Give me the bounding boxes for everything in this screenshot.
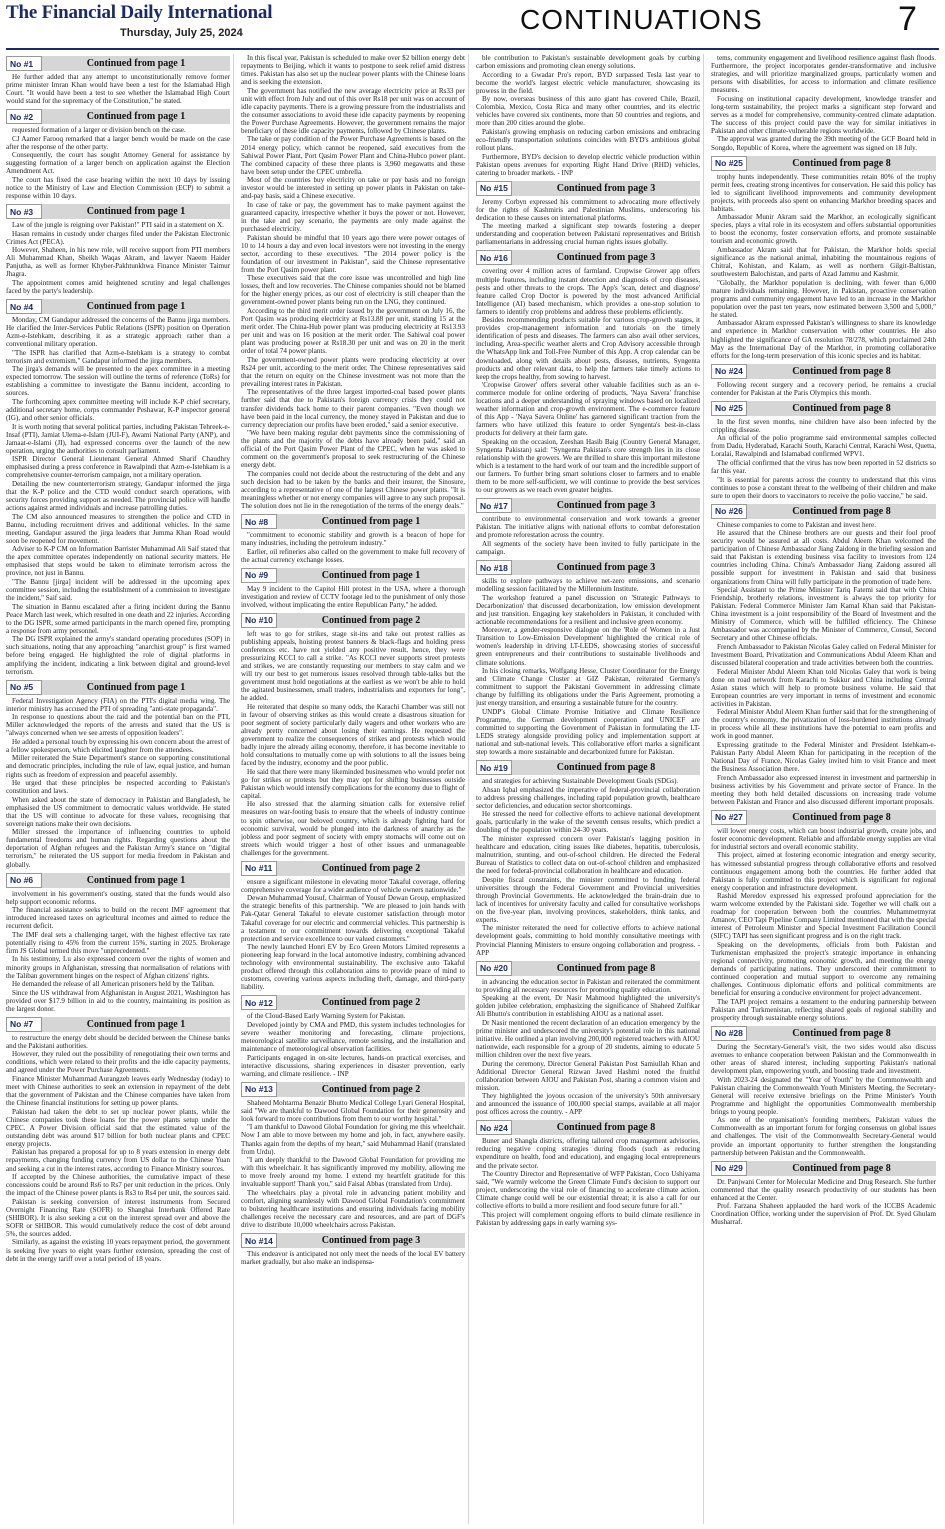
continued-from-label: Continued from page 8 <box>747 810 936 825</box>
paragraph: Special Assistant to the Prime Minister Tariq Fatemi said that with China Friendship, brotherly relations, investment is always the top priority for Pakistan. Federal Commerce Minister Jam Kamal Khan said that Pakistan-China investment is a joint responsibility of the Board of Investment and the Ministry of Commerce, which will be fulfilled efficiency. The Chinese Ambassador was accompanied by the Minister of Commerce, Consul, Second Secretary and other Chinese officials. <box>711 586 936 643</box>
continued-from-label: Continued from page 8 <box>747 156 936 171</box>
paragraph: This project will complement ongoing efforts to build climate resilience in Pakistan by addressing gaps in early warning sys- <box>476 1210 700 1227</box>
paragraph: Jeremy Corbyn expressed his commitment to advocating more effectively for the rights of Kashmiris and Palestinian Muslims, underscoring his dedication to these causes on international platforms. <box>476 197 700 222</box>
paragraph: Monday, CM Gandapur addressed the concerns of the Bannu jirga members. He clarified the Inter-Services Public Relations (ISPR) position on Operation Azm-e-Istehkam, describing it as a strategic approach rather than a conventional military operation. <box>6 316 230 349</box>
story <box>711 401 936 500</box>
paragraph: This endeavor is anticipated not only meet the needs of the local EV battery market gradually, but also make an indispensa- <box>241 1250 465 1267</box>
paragraph: Law of the jungle is reigning over Pakistan!" PTI said in a statement on X. <box>12 221 224 230</box>
story <box>6 299 230 676</box>
paragraph: The approval was granted during the 39th meeting of the GCF Board held in Songdo, Republic of Korea, where the agreement was signed on 18 July. <box>711 135 936 152</box>
paragraph: in advancing the education sector in Pakistan and reiterated the commitment to providing all necessary resources for promoting quality education. <box>476 977 700 994</box>
paragraph: The companies could not decide about the restructuring of the debt and any such decision had to be taken by the banks and their insurer, the Sinosure, according to a representative of one of the largest Chinese power plants. "It is meaningless whether or not energy companies will agree to any such proposal. The solution does not lie in the renegotiation of the terms of the energy deals." <box>241 469 465 511</box>
story <box>6 873 230 1013</box>
story-number: No #28 <box>711 1026 747 1041</box>
paragraph: Moreover, a gender-responsive dialogue on the 'Role of Women in a Just Transition to Low-Emission Development' highlighted the critical role of women's leadership in driving LT-LEDS, showcasing stories of successful green entrepreneurs and their contributions to sustainable livelihoods and climate solutions. <box>476 626 700 667</box>
story-body <box>711 521 936 806</box>
paragraph: The wheelchairs play a pivotal role in advancing patient mobility and comfort, aligning seamlessly with Dawood Global Foundation's commitment to bolstering healthcare institutions and ensuring individuals facing mobility challenges receive the necessary care and resources, and are part of DGF's drive to distribute 10,000 wheelchairs across Pakistan. <box>241 1188 465 1229</box>
story-number: No #10 <box>241 613 277 628</box>
paragraph: By now, overseas business of this auto giant has covered Chile, Brazil, Colombia, Mexico, Costa Rica and many other countries, and its electric vehicles have covered six continents, more than 50 countries and regions, and more than 200 cities around the globe. <box>476 95 700 128</box>
story-header <box>241 568 465 583</box>
paragraph: The government has notified the new average electricity price at Rs33 per unit with effect from July and out of this over Rs18 per unit was on account of idle capacity payments. There is a growing pressure from the industrialists and the consumer associations to avoid these idle capacity payments by reopening the Power Purchase Agreements. However, the government remains the major beneficiary of these idle capacity payments, followed by Chinese plants. <box>241 86 465 135</box>
paragraph: Since the US withdrawal from Afghanistan in August 2021, Washington has provided over $17.9 billion in aid to the country, maintaining its position as the largest donor. <box>6 988 230 1013</box>
story <box>476 181 700 247</box>
paragraph: The minister reiterated the need for collective efforts to achieve national development goals, committing to hold monthly consultative meetings with Provincial Planning Ministers to ensure ongoing collaboration and progress. - APP <box>476 924 700 957</box>
paragraph: The DG ISPR explained the army's standard operating procedures (SOP) in such situations, noting that any approaching "anarchist group" is first warned before being engaged. He highlighted the role of digital platforms in amplifying the incident, indicating a link between digital and ground-level terrorism. <box>6 635 230 676</box>
paragraph: Expressing gratitude to the Federal Minister and President Istehkam-e-Pakistan Party Abdul Aleem Khan for participating in the reception of the National Day of France, Nicolas Galey invited him to visit France and meet the Business Association there. <box>711 740 936 774</box>
continued-from-label: Continued from page 8 <box>512 760 700 775</box>
story-header <box>6 204 230 219</box>
paragraph: UNDP's Global Climate Promise Initiative and Climate Resilience Programme, the German development cooperation and UNICEF are committed to supporting the Government of Pakistan in formulating the LT-LEDS strategy alongside providing policy and implementation support at national and sub-national levels. This collaborative effort marks a significant step towards a more sustainable and decarbonized future for Pakistan. <box>476 707 700 757</box>
paragraph: requested formation of a larger or division bench on the case. <box>12 126 186 135</box>
story <box>6 56 230 105</box>
paragraph: trophy hunts independently. These communities retain 80% of the trophy permit fees, creating strong incentives for conservation. He said this policy has led to significant livelihood improvements and community development projects, with proceeds also spent on enhancing Markhor breeding spaces and habitats. <box>711 172 936 213</box>
story <box>6 109 230 200</box>
paragraph: CJ Aamer Farooq remarked that a larger bench would be made on the case after the response of the other party. <box>6 134 230 151</box>
continued-from-label: Continued from page 1 <box>277 514 465 529</box>
continued-from-label: Continued from page 8 <box>512 961 700 976</box>
story-body <box>711 381 936 397</box>
story-header <box>476 250 700 265</box>
story <box>241 995 465 1077</box>
continued-from-label: Continued from page 8 <box>747 1026 936 1041</box>
story-header <box>711 1026 936 1041</box>
page-number: 7 <box>898 0 917 38</box>
section-title: CONTINUATIONS <box>520 4 763 35</box>
column-1 <box>6 54 234 1524</box>
story <box>476 1120 700 1227</box>
paragraph: Pakistan had taken the debt to set up nuclear power plants, while the Chinese companies took these loans for the power plants setup under the CPEC. A Power Division official said that the estimated value of the outstanding debt was around $17 billion for both nuclear plants and CPEC energy projects. <box>6 1107 230 1148</box>
story-body <box>6 697 230 869</box>
continued-from-label: Continued from page 2 <box>277 995 465 1010</box>
story-number: No #3 <box>6 204 42 219</box>
paragraph: Adviser to K-P CM on Information Barrister Muhammad Ali Saif stated that the apex committee operates independently on national security matters. He emphasised that steps would be taken to eliminate terrorism across the province, not just in Bannu. <box>6 545 230 578</box>
paragraph: Miller stressed the importance of influencing countries to uphold fundamental freedoms and human rights. Regarding questions about the deportation of Afghan refugees and the Pakistan Army's stance on "digital terrorism," he reiterated the US support for media freedom in Pakistan and globally. <box>6 828 230 869</box>
story-number: No #2 <box>6 109 42 124</box>
story-body <box>6 1034 230 1263</box>
story-header <box>476 961 700 976</box>
paragraph: "I am thankful to Dawood Global Foundation for giving me this wheelchair. Now I am able to move between my home and job, in fact, anywhere easily. Thanks again from the depths of my heart," said Muhammad Hanif (translated from Urdu). <box>241 1123 465 1156</box>
story-body <box>711 54 936 152</box>
story <box>711 156 936 360</box>
story <box>476 560 700 756</box>
story-header <box>6 680 230 695</box>
continued-from-label: Continued from page 1 <box>277 568 465 583</box>
paragraph: In the first seven months, nine children have also been infected by the crippling disease. <box>711 417 936 434</box>
paragraph: The IMF deal sets a challenging target, with the highest effective tax rate potentially rising to 45% from the current 15%, starting in 2025. Brokerage firm JS Global termed this move "unprecedented." <box>6 930 230 955</box>
story-body <box>241 630 465 857</box>
story-header <box>241 613 465 628</box>
paragraph: Chinese companies to come to Pakistan and invest here. <box>717 520 876 529</box>
story-number: No #13 <box>241 1082 277 1097</box>
paragraph: He also stressed that the alarming situation calls for extensive relief measures on war-footing basis to ensure that the wheels of industry continue to spin otherwise, our beloved country, which is already fighting hard for economic survival, would be plunged into the darkness of anarchy as the jobless and poor segment of society with empty stomachs will come out on streets which would trigger a host of other issues and unmanageable challenges for the government. <box>241 800 465 857</box>
paragraph: During the ceremony, Director General Pakistan Post Samiullah Khan and Additional Director General Rizwan Javed Hashmi noted the fruitful collaboration between AIOU and Pakistan Post, sharing a common vision and mission. <box>476 1059 700 1092</box>
paragraph: French Ambassador also expressed interest in investment and partnership in business activities by his Government and private sector of France. In the meeting they both held detailed discussions on increasing trade volume between Pakistan and France and also discussed different important proposals. <box>711 773 936 806</box>
story-body <box>241 878 465 992</box>
story-body <box>476 515 700 556</box>
paragraph: Federal Minister Abdul Aleem Khan further said that for the strengthening of the country's economy, the privatization of loss-burdened institutions already in process while all these institutions have the potential to earn profits and work in good manner. <box>711 708 936 741</box>
continued-from-label: Continued from page 1 <box>42 109 230 124</box>
continued-from-label: Continued from page 1 <box>42 873 230 888</box>
paragraph: Prof. Farzana Shaheen applauded the hard work of the ICCBS Academic Coordination Office, working under the supervision of Prof. Dr. Syed Ghulam Musharraf. <box>711 1202 936 1227</box>
story <box>476 498 700 556</box>
paragraph: tems, community engagement and livelihood resilience against flash floods. Furthermore, the project incorporates gender-transformative and inclusive strategies, and will prioritize marginalized groups, particularly women and persons with disabilities, for access to information and climate resilience measures. <box>711 54 936 95</box>
story-header <box>476 560 700 575</box>
story-header <box>6 299 230 314</box>
paragraph: However, they ruled out the possibility of renegotiating their own terms and conditions, which were related to their profits and the idle capacity payments, and agreed under the Power Purchase Agreements. <box>6 1050 230 1075</box>
story-body <box>711 173 936 360</box>
story <box>6 1017 230 1263</box>
paragraph: Speaking on the occasion, Zeeshan Hasib Baig (Country General Manager, Syngenta Pakistan) said: "Syngenta Pakistan's core strength lies in its close relationship with the growers. We are thrilled to share this important milestone which is a testament to the hard work of our team and the incredible support of our farmers. To further bring smart solutions closer to farmers and to enable them to be more self-sufficient, we will continue to provide the best services to our growers as we reach even greater heights. <box>476 437 700 495</box>
story-body <box>476 978 700 1117</box>
paragraph: Ahsan Iqbal emphasized the imperative of federal-provincial collaboration to address pressing challenges, including rapid population growth, healthcare sector deficiencies, and education sector shortcomings. <box>476 785 700 810</box>
story-number: No #25 <box>711 401 747 416</box>
story-body <box>6 73 230 105</box>
paragraph: Dr Nasir mentioned the recent declaration of an education emergency by the prime minister and underscored the university's potential role in this national initiative. He outlined a plan involving 200,000 registered teachers with AIOU nationwide, each responsible for a group of 20 students, aiming to educate 5 million children over the next five years. <box>476 1018 700 1060</box>
story <box>241 861 465 992</box>
story-header <box>711 810 936 825</box>
story <box>241 613 465 857</box>
paragraph: covering over 4 million acres of farmland. Cropwise Grower app offers multiple features, including instant detection and diagnosis of crop diseases, pests and other threats to the crops. The App's 'scan, detect and diagnose' feature called Crop Doctor is powered by the most advanced Artificial Intelligence (AI) based mechanism, which provides a one-stop solution to farmers to identify crop problems and address these problems efficiently. <box>476 267 700 316</box>
paragraph: The representatives of the three largest imported-coal based power plants further said that due to Pakistan's foreign currency crisis they could not transfer dividends back home to their parent companies. "Even though we have been paid in the local currency, the money stayed in Pakistan and due to currency depreciation our profits have been eroded," said a senior executive. <box>241 388 465 429</box>
paragraph: In case of take or pay, the government has to make payment against the guaranteed capacity, irrespective whether it buys the power or not. However, in the take and pay scenario, the payments are only made against the purchased electricity. <box>241 200 465 233</box>
column-2 <box>241 54 469 1524</box>
paragraph: Pakistan's growing emphasis on reducing carbon emissions and embracing eco-friendly transportation solutions coincides with BYD's ambitious global rollout plans. <box>476 127 700 153</box>
paragraph: Developed jointly by CMA and PMD, this system includes technologies for severe weather monitoring and forecasting, climate projections, meteorological satellite surveillance, remote sensing, and the installation and maintenance of meteorological observation facilities. <box>241 1020 465 1054</box>
story <box>6 204 230 295</box>
paragraph: Dr. Panjwani Center for Molecular Medicine and Drug Research. She further commented that the quality research productivity of our students has been enhanced at the Center. <box>711 1177 936 1202</box>
paragraph: The TAPI project remains a testament to the enduring partnership between Pakistan and Turkmenistan, reflecting shared goals of regional stability and prosperity through sustainable energy solutions. <box>711 997 936 1022</box>
paragraph: As one of the organisation's founding members, Pakistan values the Commonwealth as an important forum for forging consensus on global issues and challenges. The visit of the Commonwealth Secretary-General would provide an important opportunity to further strengthen the longstanding partnership between Pakistan and the Commonwealth. <box>711 1116 936 1157</box>
story-number: No #15 <box>476 181 512 196</box>
paragraph: involvement in his government's ousting, stated that the funds would also help support economic reforms. <box>6 889 230 906</box>
paragraph: According to a Gwadar Pro's report, BYD surpassed Tesla last year to become the world's largest electric vehicle manufacturer, showcasing its prowess in the field. <box>476 70 700 95</box>
continued-from-label: Continued from page 8 <box>747 1161 936 1176</box>
paragraph: The financial assistance seeks to build on the recent IMF agreement that introduced increased taxes on agricultural incomes and aimed to reduce the recurrent deficit. <box>6 906 230 931</box>
paragraph: During the Secretary-General's visit, the two sides would also discuss avenues to enhance cooperation between Pakistan and the Commonwealth in other areas of shared interest, including supporting Pakistan's national development plan, empowering youth, and boosting trade and investment. <box>711 1042 936 1076</box>
paragraph: Federal Minister Abdul Aleem Khan told Nicolas Galey that work is being done on road network from Karachi to Sukkur and China including Central Asian states which will help to promote business volume. He said that European countries are very important in terms of investment and economic activities in Pakistan. <box>711 667 936 708</box>
paragraph: Earlier, oil refineries also called on the government to make full recovery of the actual currency exchange losses. <box>241 547 465 564</box>
story-number: No #25 <box>711 156 747 171</box>
story-number: No #5 <box>6 680 42 695</box>
paragraph: of the Cloud-Based Early Warning System for Pakistan. <box>247 1012 406 1021</box>
paragraph: Furthermore, BYD's decision to develop electric vehicle production within Pakistan opens avenues for exporting Right Hand Drive (RHD) vehicles, catering to broader markets. - INP <box>476 152 700 177</box>
story-number: No #14 <box>241 1233 277 1248</box>
story-number: No #27 <box>711 810 747 825</box>
paragraph: The appointment comes amid heightened scrutiny and legal challenges faced by the party's leadership. <box>6 278 230 295</box>
paragraph: He demanded the release of all American prisoners held by the Taliban. <box>12 980 215 989</box>
story-body <box>241 585 465 609</box>
story-number: No #7 <box>6 1017 42 1032</box>
paragraph: The newly launched Honri EV by Eco Green Motors Limited represents a pioneering leap forward in the local automotive industry, combining advanced technology with environmental sustainability. The exclusive auto Takaful product offered through this collaboration aims to provide peace of mind to customers, covering various aspects including theft, damage, and third-party liability. <box>241 943 465 992</box>
story-body <box>711 827 936 1022</box>
story-header <box>711 1161 936 1176</box>
story-number: No #12 <box>241 995 277 1010</box>
story-header <box>6 873 230 888</box>
paragraph: When asked about the state of democracy in Pakistan and Bangladesh, he emphasised the US commitment to democratic values worldwide. He stated that the US will continue to advocate for these values, recognising that sovereign nations make their own decisions. <box>6 795 230 828</box>
paragraph: The forthcoming apex committee meeting will include K-P chief secretary, additional secretary home, corps commander Peshawar, K-P inspector general (IG), and other senior officials. <box>6 398 230 423</box>
story-body <box>711 1178 936 1227</box>
paragraph: He reiterated that despite so many odds, the Karachi Chamber was still not in favour of observing strikes as this would create a disastrous situation for poor segment of society particularly daily wagers and other workers who are already pretty concerned about losing their earnings. He requested the government to realize the consequences of strikes and protests which would badly injure the already ailing economy, therefore, it has become inevitable to hold consultations to mutually come up with solutions to all the issues being faced by the industry, economy and the poor public. <box>241 702 465 768</box>
paragraph: Despite fiscal constraints, the minister committed to funding federal universities through the Federal Government and Provincial universities through Provincial Governments. He acknowledged the brain-drain due to lack of incentives for university faculty and called for consultative workshops on the five-year plan, involving provinces, stakeholders, think tanks, and experts. <box>476 875 700 924</box>
paragraph: ensure a significant milestone in elevating motor Takaful coverage, offering comprehensive coverage for a wider audience of vehicle owners nationwide." <box>241 877 465 894</box>
story-body <box>6 890 230 1013</box>
paragraph: He said that there were many likeminded businessmen who would prefer not go for strikes or protests but they may opt for shifting businesses outside Pakistan which would intensify complications for the economy due to flight of capital. <box>241 767 465 800</box>
story-number: No #26 <box>711 504 747 519</box>
continued-from-label: Continued from page 8 <box>747 504 936 519</box>
paragraph: Similarly, as against the existing 10 years repayment period, the government is seeking five years to eight years further extension, spreading the cost of debt in the energy tariff over a total period of 18 years. <box>6 1238 230 1263</box>
paragraph: Pakistan has prepared a proposal for up to 8 years extension in energy debt repayments, changing funding currency from US dollar to the Chinese Yuan and seeking a cut in the interest rates, according to Finance Ministry sources. <box>6 1148 230 1173</box>
story-number: No #29 <box>711 1161 747 1176</box>
paragraph: In response to questions about the raid and the potential ban on the PTI, Miller acknowledged the reports of the arrests and stated that the US is "always concerned when we see arrests of opposition leaders". <box>6 713 230 738</box>
story-number: No #8 <box>241 514 277 529</box>
paragraph: Federal Investigation Agency (FIA) on the PTI's digital media wing. The interior ministry has accused the PTI of spreading "anti-state propaganda". <box>6 696 230 713</box>
paragraph: In his closing remarks, Wolfgang Hesse, Cluster Coordinator for the Energy and Climate Change Cluster at GIZ Pakistan, reiterated Germany's commitment to support the Pakistani Government in addressing climate change by fulfilling its obligations under the Paris Agreement, promoting a just energy transition, and ensuring a sustainable future for the country. <box>476 667 700 708</box>
paragraph: They highlighted the joyous occasion of the university's 50th anniversary and announced the issuance of 100,000 special stamps, available at all major post offices across the country. - APP <box>476 1092 700 1117</box>
story-body <box>476 1137 700 1227</box>
story-number: No #24 <box>711 364 747 379</box>
paragraph: Ambassador Akram expressed Pakistan's willingness to share its knowledge and experience in Markhor conservation with other countries. He also highlighted the significance of GA resolution 78/278, which proclaimed 24th May as the International Day of the Markhor, in promoting collaborative efforts for the long-term preservation of this iconic species and its habitat. <box>711 319 936 360</box>
paragraph: This project, aimed at fostering economic integration and energy security, has witnessed substantial progress through collaborative efforts and resolved continuous engagement among both the countries. He further added that Pakistan is fully committed to this project which is significant for regional energy cooperation and infrastructure development. <box>711 851 936 892</box>
paragraph: According to the third merit order issued by the government on July 16, the Port Qasim was producing electricity at Rs13.88 per unit, standing 15 at the merit order. The China-Hub power plant was producing electricity at Rs13.93 per unit and was on 16 position at the merit order. The Sahiwal coal power plant was producing power at Rs18.30 per unit and was on 20 in the merit order of total 74 power plants. <box>241 306 465 356</box>
paragraph: contribute to environmental conservation and work towards a greener Pakistan. The initiative aligns with national efforts to combat deforestation and promote reforestation across the country. <box>476 515 700 540</box>
paragraph: Dewan Muhammad Yousuf, Chairman of Yousuf Dewan Group, emphasized the strategic benefits of this partnership. "We are pleased to join hands with Pak-Qatar General Takaful to elevate customer satisfaction through motor Takaful coverage for our electric and commercial vehicles. This partnership is a testament to our commitment towards delivering exceptional Takaful protection and service excellence to our valued customers." <box>241 894 465 943</box>
paragraph: and strategies for achieving Sustainable Development Goals (SDGs). <box>482 777 679 786</box>
paragraph: Speaking at the event, Dr Nasir Mahmood highlighted the university's golden jubilee celebration, emphasizing the significance of Shaheed Zulfikar Ali Bhutto's contribution in establishing AIOU as a national asset. <box>476 994 700 1019</box>
continued-from-label: Continued from page 3 <box>512 250 700 265</box>
story <box>711 54 936 152</box>
continued-from-label: Continued from page 3 <box>512 498 700 513</box>
story-body <box>476 577 700 756</box>
newspaper-columns <box>6 54 939 1524</box>
paragraph: The official confirmed that the virus has now been reported in 52 districts so far this year. <box>711 458 936 476</box>
paragraph: "We have been making regular debt payments since the commissioning of the plants and the majority of the debts have already been paid," said an official of the Port Qasim Power Plant of the CPEC, when he was asked to comment on the government's proposal to seek restructuring of the Chinese energy debt. <box>241 429 465 470</box>
story <box>241 1082 465 1229</box>
story-number: No #20 <box>476 961 512 976</box>
paragraph: The situation in Bannu escalated after a firing incident during the Bannu Peace March last week, which resulted in one death and 22 injuries. According to the DG ISPR, some armed participants in the march opened fire, prompting a response from army personnel. <box>6 602 230 635</box>
paragraph: Focusing on institutional capacity development, knowledge transfer and long-term sustainability, the project marks a significant step forward and serves as a model for comprehensive, community-centred climate adaptation. The success of this project could pave the way for similar initiatives in Pakistan and other climate-vulnerable regions worldwide. <box>711 94 936 135</box>
paragraph: The minister expressed concern over Pakistan's lagging position in healthcare and education, citing issues like diabetes, hepatitis, tuberculosis, malnutrition, stunting, and out-of-school children. He directed the Federal Bureau of Statistics to collect data on out-of-school children and emphasized the need for federal-provincial collaboration in healthcare and education. <box>476 834 700 876</box>
paragraph: The court has fixed the case hearing within the next 10 days by issuing notice to the Ministry of Law and Election Commission (ECP) to submit a response within 10 days. <box>6 175 230 201</box>
continued-from-label: Continued from page 1 <box>42 680 230 695</box>
story <box>241 54 465 510</box>
masthead <box>0 0 945 48</box>
story-number: No #19 <box>476 760 512 775</box>
paragraph: An official of the polio programme said environmental samples collected from Dadu, Hyderabad, Karachi South, Karachi Central, Karachi West, Quetta, Loralai, Rawalpindi and Islamabad confirmed WPV1. <box>711 434 936 459</box>
paragraph: Following recent surgery and a recovery period, he remains a crucial contender for Pakistan at the Paris Olympics this month. <box>711 380 936 397</box>
story-header <box>241 1082 465 1097</box>
paragraph: The government-owned power plants were producing electricity at over Rs24 per unit, according to the merit order. The Chinese representatives said that the return on equity on the Chinese investment was not more than the prevailing interest rates in Pakistan. <box>241 355 465 388</box>
column-3 <box>476 54 704 1524</box>
story-header <box>6 109 230 124</box>
paragraph: The workshop featured a panel discussion on 'Strategic Pathways to Decarbonization' that discussed decarbonization, low emission development and just transition. Engaging key stakeholders in Pakistan, it concluded with actionable recommendations for a resilient and inclusive green economy. <box>476 593 700 626</box>
story-number: No #18 <box>476 560 512 575</box>
story-body <box>6 126 230 200</box>
paragraph: French Ambassador to Pakistan Nicolas Galey called on Federal Minister for Investment Board, Privatization and Communications Abdul Aleem Khan and discussed bilateral cooperation and trade activities between both the countries. <box>711 642 936 667</box>
story <box>711 1161 936 1227</box>
paragraph: The take or pay condition of the Power Purchase Agreements is based on the 2014 energy policy, which cannot be reopened, said executives from the Sahiwal Power Plant, Port Qasim Power Plant and China-Hubco power plant. The combined capacity of these three plants is 3,960 megawatts and these have been setup under the CPEC umbrella. <box>241 135 465 176</box>
paragraph: Most of the countries buy electricity on take or pay basis and no foreign investor would be interested in setting up power plants in Pakistan on take-and-pay basis, said a Chinese executive. <box>241 176 465 201</box>
story-header <box>241 861 465 876</box>
story-number: No #11 <box>241 861 277 876</box>
paragraph: The Country Director and Representative of WFP Pakistan, Coco Ushiyama said, "We warmly welcome the Green Climate Fund's decision to support our project, underscoring the vital role of financing to accelerate climate action. Climate change could well be our existential threat; it is also a call for our collective efforts to build a more resilient and food secure future for all." <box>476 1170 700 1211</box>
story-number: No #1 <box>6 56 42 71</box>
paragraph: Miller reiterated the State Department's stance on supporting constitutional and democratic principles, including the rule of law, equal justice, and human rights such as freedom of expression and peaceful assembly. <box>6 754 230 779</box>
continued-from-label: Continued from page 8 <box>747 401 936 416</box>
story-body <box>711 1043 936 1157</box>
continued-from-label: Continued from page 3 <box>277 1233 465 1248</box>
story <box>6 680 230 869</box>
story-number: No #6 <box>6 873 42 888</box>
paragraph: ble contribution to Pakistan's sustainable development goals by curbing carbon emissions and promoting clean energy solutions. <box>476 54 700 71</box>
story-body <box>241 1012 465 1077</box>
paragraph: Detailing the new counterterrorism strategy, Gandapur informed the jirga that the K-P police and the CTD would conduct search operations, with security forces providing support as needed. The provincial police will handle actions against armed individuals and increase patrolling duties. <box>6 479 230 513</box>
paragraph: Speaking on the developments, officials from both Pakistan and Turkmenistan emphasized the project's strategic importance in enhancing regional connectivity, promoting economic growth, and meeting the energy demands of participating nations. They underscored their commitment to continued cooperation and mutual support to overcome any remaining challenges. Continuous diplomatic efforts and political commitments are beneficial for ensuring a conducive environment for project advancement. <box>711 941 936 998</box>
story-body <box>241 531 465 564</box>
story <box>711 364 936 397</box>
continued-from-label: Continued from page 3 <box>512 181 700 196</box>
continued-from-label: Continued from page 3 <box>512 560 700 575</box>
story-header <box>241 995 465 1010</box>
story-body <box>6 221 230 295</box>
story-body <box>476 54 700 177</box>
paragraph: Consequently, the court has sought Attorney General for assistance by suggesting formation of a larger bench on application against the Election Amendment Act. <box>6 151 230 176</box>
paragraph: With 2023-24 designated the "Year of Youth" by the Commonwealth and Pakistan chairing the Commonwealth Youth Ministers Meeting, the Secretary-General will receive extensive briefings on the Prime Minister's Youth Programme and highlight the opportunities Commonwealth membership brings to young people. <box>711 1075 936 1116</box>
story-body <box>6 316 230 676</box>
continued-from-label: Continued from page 2 <box>277 613 465 628</box>
paragraph: Ambassador Akram said that for Pakistan, the Markhor holds special significance as the national animal, inhabiting the mountainous regions of Chitral, Kohistan, and Kalam, as well as northern Gilgit-Baltistan, southwestern Balochistan, and parts of Azad Jammu and Kashmir. <box>711 245 936 279</box>
story <box>476 54 700 177</box>
story <box>476 961 700 1117</box>
story-header <box>476 498 700 513</box>
paragraph: Rashid Meredov expressed his expressed profound appreciation for the warm welcome extended by the Pakistani side. Together we will chalk out a roadmap for cooperation between both the countries. Muhammetmyrat Amanov, CEO Tapi Pipeline Company Limited mentioned that with the special interest of Petroleum Minister and Special Investment Facilitation Council (SIFC) TAPI has seen significant progress and is on the right track. <box>711 892 936 941</box>
story <box>241 1233 465 1266</box>
story-header <box>241 514 465 529</box>
story-header <box>476 1120 700 1135</box>
paragraph: He stressed the need for collective efforts to achieve national development goals, particularly in the wake of the seventh census results, which predict a doubling of the population within 24-30 years. <box>476 810 700 835</box>
column-4 <box>711 54 939 1524</box>
paragraph: He added a personal touch by expressing his own concern about the arrest of a fellow spokesperson, which elicited laughter from the attendees. <box>6 737 230 754</box>
paragraph: left was to go for strikes, stage sit-ins and take out protest rallies as publishing appeals, hoisting protest banners & black-flags and holding press conferences etc. have not yielded any positive result, hence, they were pressurizing KCCI to call a strike. "As KCCI never supports street protests and strikes, we are constantly requesting our members to stay calm and we will try our best to get numerous issues resolved through table-talks but the government must hold negotiations at the earliest as we won't be able to hold the agitated businessmen, small traders, industrialists and exporters for long", he added. <box>241 629 465 703</box>
paragraph: "The ISPR has clarified that Azm-e-Istehkam is a strategy to combat terrorism and extremism," Gandapur informed the jirga members. <box>6 348 230 365</box>
story-body <box>241 54 465 510</box>
story-body <box>476 198 700 247</box>
paragraph: Finance Minister Muhammad Aurangzeb leaves early Wednesday (today) to meet with Chinese authorities to seek an extension in repayment of the debt that the government of Pakistan and the Chinese companies have taken from the Chinese financial institutions for setting up power plants. <box>6 1075 230 1108</box>
story-header <box>6 56 230 71</box>
story-header <box>476 181 700 196</box>
story-header <box>6 1017 230 1032</box>
paragraph: The CM also announced measures to strengthen the police and CTD in Bannu, including recruitment drives and additional vehicles. In the same meeting, Gandapur assured the jirga leaders that Jumma Khan Road would soon be reopened for movement. <box>6 512 230 545</box>
paragraph: to restructure the energy debt should be decided between the Chinese banks and the Pakistani authorities. <box>6 1033 230 1050</box>
story-body <box>711 418 936 500</box>
continued-from-label: Continued from page 2 <box>277 861 465 876</box>
story-body <box>476 777 700 957</box>
paragraph: Participants engaged in on-site lectures, hands-on practical exercises, and interactive discussions, sharing experiences in disaster prevention, early warning, and climate resilience. - INP <box>241 1053 465 1078</box>
paper-name: The Financial Daily International <box>6 2 273 23</box>
story-number: No #16 <box>476 250 512 265</box>
paragraph: ISPR Director General Lieutenant General Ahmed Sharif Chaudhry emphasised during a press conference in Rawalpindi that Azm-e-Istehkam is a comprehensive counter-terrorism campaign, not a military operation. <box>6 455 230 480</box>
paragraph: May 9 incident to the Capitol Hill protest in the USA, where a thorough investigation and review of CCTV footage led to the punishment of only those involved, without implicating the entire Republican Party," he added. <box>241 584 465 609</box>
story <box>711 1026 936 1157</box>
paragraph: All segments of the society have been invited to fully participate in the campaign. <box>476 539 700 556</box>
story-number: No #17 <box>476 498 512 513</box>
story-number: No #9 <box>241 568 277 583</box>
paragraph: "commitment to economic stability and growth is a beacon of hope for many industries, including the petroleum industry." <box>241 531 465 548</box>
paragraph: If accepted by the Chinese authorities, the cumulative impact of these concessions could be around Rs6 to Rs7 per unit reduction in the prices. Only the impact of the Chinese power plants is Rs3 to Rs4 per unit, the sources said. <box>6 1173 231 1198</box>
story <box>476 760 700 957</box>
story-body <box>476 267 700 494</box>
paragraph: These executives said that the core issue was uncontrolled and high line losses, theft and low recoveries. The Chinese companies should not be blamed for the higher energy prices, as our cost of electricity is still cheaper than the government-owned power plants being run on the LNG, they continued. <box>241 274 465 307</box>
masthead-rule <box>6 48 939 50</box>
story <box>241 568 465 609</box>
story-header <box>711 504 936 519</box>
paragraph: However, Shaheen, in his new role, will receive support from PTI members Ali Muhammad Khan, Sheikh Waqas Akram, and lawyer Naeem Haider Panjutha, as well as former Khyber-Pakhtunkhwa Finance Minister Taimur Jhagra. <box>6 246 230 279</box>
paragraph: 'Cropwise Grower' offers several other valuable facilities such as an e-commerce module for online ordering of products, 'Naya Savera' franchise locations and a deeper understanding of spraying windows based on localized weather information and crop-growth environment. The e-commerce feature of this App - 'Naya Savera Online' has garnered significant traction from the farmers who have utilized this feature to order Syngenta's best-in-class products for delivery at their farm gate. <box>476 381 700 438</box>
continued-from-label: Continued from page 2 <box>277 1082 465 1097</box>
paragraph: The meeting marked a significant step towards fostering a deeper understanding and cooperation between Pakistani representatives and British parliamentarians in addressing crucial human rights issues globally. <box>476 222 700 247</box>
paragraph: "The Bannu [jirga] incident will be addressed in the upcoming apex committee session, including the establishment of a commission to investigate the incident," Saif said. <box>6 578 230 603</box>
story <box>241 514 465 564</box>
story <box>711 810 936 1022</box>
continued-from-label: Continued from page 8 <box>747 364 936 379</box>
paragraph: Hasan remains in custody under charges filed under the Pakistan Electronic Crimes Act (PECA). <box>6 229 230 246</box>
paragraph: skills to explore pathways to achieve net-zero emissions, and scenario modelling session facilitated by the Millennium Institute. <box>476 577 700 594</box>
paragraph: It is worth noting that several political parties, including Pakistan Tehreek-e-Insaf (PTI), Jamiat Ulema-e-Islam (JUI-F), Awami National Party (ANP), and Jamaat-e-Islami (JI), had expressed concerns over the launch of the new operation, urging the authorities to consult parliament. <box>6 422 230 455</box>
paragraph: Buner and Shangla districts, offering tailored crop management advisories, reducing negative coping strategies during floods (such as reducing expenditure on health, food and education), and engaging local entrepreneurs and the private sector. <box>476 1137 700 1170</box>
paragraph: Besides recommending products suitable for various crop-growth stages, it provides crop-management information and tutorials on the timely identification of pests and diseases. The farmers can also avail other services, including, Area-specific weather alerts and Crop Advisory accessible through the WhatsApp link and Toll-Free Number of this App. A crop calendar can be downloaded, along with details about pests, diseases, nutrients, Syngenta products and other relevant data, to help the farmers take timely actions to keep the crops healthy, from sowing to harvest. <box>476 316 700 381</box>
paragraph: will lower energy costs, which can boost industrial growth, create jobs, and foster economic development. Reliable and affordable energy supplies are vital for industrial sectors and overall economic stability. <box>711 826 936 851</box>
paragraph: He assured that the Chinese brothers are our guests and their fool proof security would be assured at all costs. Abdul Aleem Khan welcomed the participation of Chinese Ambassador Jiang Zaidong in the briefing session and said that Pakistan is extending business visa facility to investors from 124 countries including China. China's Ambassador Jiang Zaidong assured all possible support for investment in Pakistan and said that business organizations from China will fully participate in the promotion of trade here. <box>711 529 936 586</box>
paragraph: Pakistan is seeking conversion of interest instruments from Secured Overnight Financing Rate (SOFR) to Shanghai Interbank Offered Rate (SHIBOR). It is also seeking a cut on the interest spread over and above the SOFR or SHIBOR. This would cumulatively reduce the cost of debt around 5%, the sources added. <box>6 1197 230 1238</box>
paragraph: Shaheed Mohtarma Benazir Bhutto Medical College Lyari General Hospital, said "We are thankful to Dawood Global Foundation for their generosity and look forward to more contributions from them to our worthy hospital." <box>241 1098 465 1123</box>
story-header <box>241 1233 465 1248</box>
paragraph: Ambassador Munir Akram said the Markhor, an ecologically significant species, plays a vital role in its ecosystem and offers substantial opportunities to boost the economy, foster conservation efforts, and promote sustainable tourism and economic growth. <box>711 213 936 246</box>
paragraph: He urged that these principles be respected according to Pakistan's constitution and laws. <box>6 779 230 796</box>
story-header <box>711 401 936 416</box>
continued-from-label: Continued from page 1 <box>42 1017 230 1032</box>
story-number: No #24 <box>476 1120 512 1135</box>
paragraph: "Globally, the Markhor population is declining, with fewer than 6,000 mature individuals remaining. However, in Pakistan, proactive conservation programs and community engagement have led to an increase in the Markhor population over the past ten years, now estimated between 3,500 and 5,000," he stated. <box>711 278 936 319</box>
paragraph: "It is essential for parents across the country to understand that this virus continues to pose a constant threat to the wellbeing of their children and make sure to open their doors to vaccinators to receive the polio vaccine," he said. <box>711 475 936 500</box>
paragraph: In this fiscal year, Pakistan is scheduled to make over $2 billion energy debt repayments to Beijing, which it wants to postpone to seek relief amid distress times. Pakistan has also set up the nuclear power plants with the Chinese loans and is seeking the extension. <box>241 54 465 87</box>
paragraph: "I am deeply thankful to the Dawood Global Foundation for providing me with this wheelchair. It has significantly improved my mobility, allowing me to move freely around my home. I extend my heartfelt gratitude for this invaluable support! Thank you," said Faisal Abbas (translated from Urdu). <box>241 1156 465 1189</box>
paragraph: In his testimony, Lu also expressed concern over the rights of women and minority groups in Afghanistan, stressing that normalisation of relations with the Taliban government hinges on the respect of Afghan citizens' rights. <box>6 955 230 980</box>
continued-from-label: Continued from page 1 <box>42 204 230 219</box>
story-number: No #4 <box>6 299 42 314</box>
story <box>711 504 936 806</box>
paragraph: He further added that any attempt to unconstitutionally remove former prime minister Imran Khan would have been a test for the Islamabad High Court. "It would have been a test to see whether the Islamabad High Court would stand for the supremacy of the Constitution," he stated. <box>6 73 230 106</box>
story-header <box>476 760 700 775</box>
paragraph: Pakistan should be mindful that 10 years ago there were power outages of 10 to 14 hours a day and even local investors were not investing in the energy sector, according to these executives. "The 2014 power policy is the foundation of our investment in Pakistan", said the Chinese representative from the Port Qasim power plant. <box>241 233 465 274</box>
issue-date: Thursday, July 25, 2024 <box>120 27 243 39</box>
continued-from-label: Continued from page 8 <box>512 1120 700 1135</box>
story-header <box>711 364 936 379</box>
story <box>476 250 700 494</box>
story-header <box>711 156 936 171</box>
story-body <box>241 1250 465 1266</box>
story-body <box>241 1099 465 1229</box>
continued-from-label: Continued from page 1 <box>42 299 230 314</box>
continued-from-label: Continued from page 1 <box>42 56 230 71</box>
paragraph: The jirga's demands will be presented to the apex committee in a meeting expected tomorrow. The session will outline the terms of reference (ToRs) for establishing a committee to investigate the Bannu incident, according to sources. <box>6 365 230 398</box>
